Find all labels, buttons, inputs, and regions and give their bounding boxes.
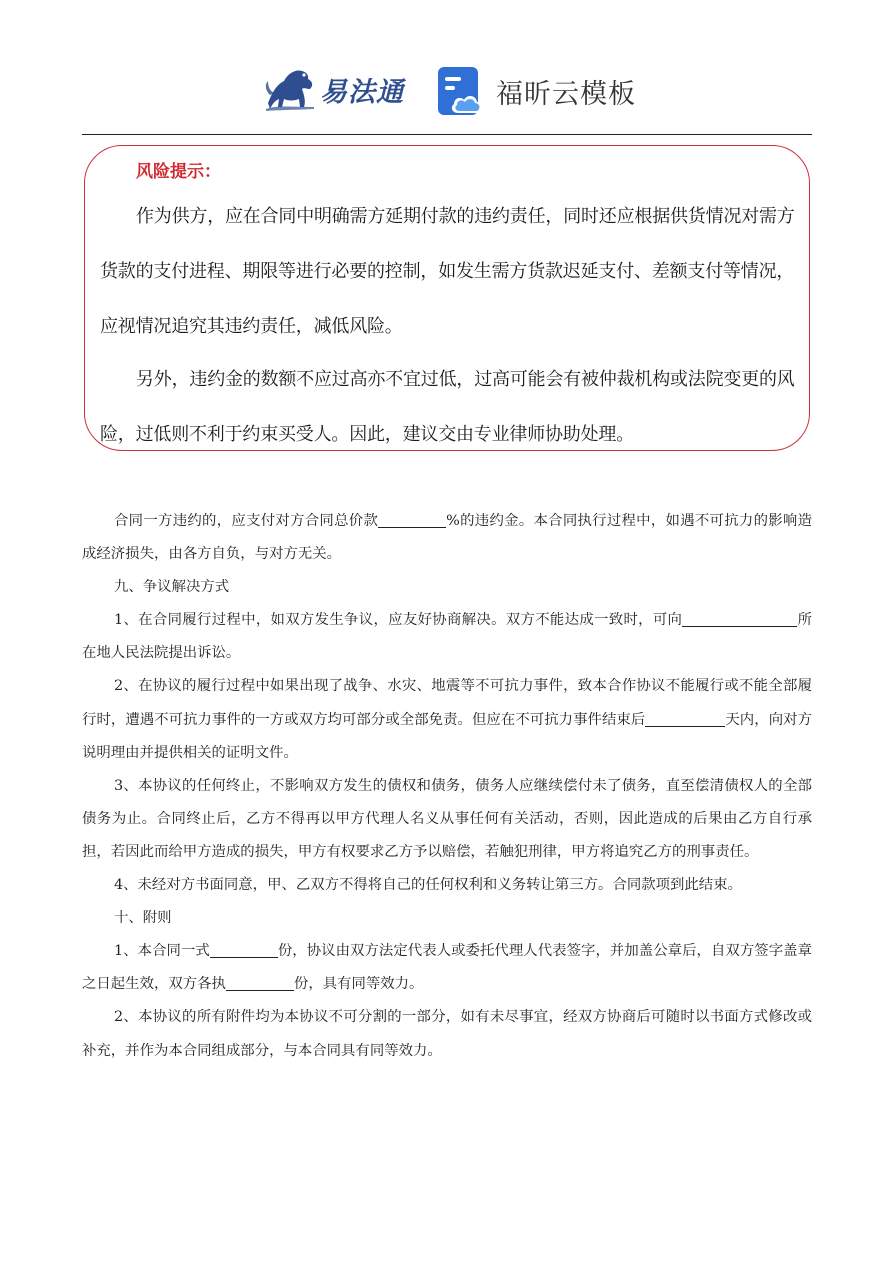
clause-text: %的违约金。本合同执行过程中，如遇不可抗力的影响造成经济损失，由各方自负，与对方无关。 <box>82 513 812 563</box>
fill-in-blank[interactable] <box>645 711 725 726</box>
clause-text: 合同一方违约的，应支付对方合同总价款 <box>114 513 379 529</box>
fill-in-blank[interactable] <box>210 943 278 958</box>
qilin-icon <box>262 63 318 115</box>
document-cloud-icon <box>436 65 488 117</box>
risk-notice-paragraph: 作为供方，应在合同中明确需方延期付款的违约责任，同时还应根据供货情况对需方货款的支付进程、期限等进行必要的控制，如发生需方货款迟延支付、差额支付等情况，应视情况追究其违约责任，减低风险。 <box>100 206 795 337</box>
foxit-cloud-template-logo <box>436 64 636 118</box>
clause-text: 2、在协议的履行过程中如果出现了战争、水灾、地震等不可抗力事件，致本合作协议不能履行或不能全部履行时，遭遇不可抗力事件的一方或双方均可部分或全部免责。但应在不可抗力事件结束后 <box>82 678 812 728</box>
section-heading: 十、附则 <box>114 910 172 927</box>
clause-10-1 <box>82 935 812 1001</box>
fill-in-blank[interactable] <box>745 612 797 627</box>
contract-body <box>82 505 812 1068</box>
clause-text: 1、本合同一式 <box>114 943 210 960</box>
page-header <box>0 0 893 136</box>
clause-9-4: 4、未经对方书面同意，甲、乙双方不得将自己的任何权利和义务转让第三方。合同款项到此结束。 <box>114 877 742 894</box>
section-heading: 九、争议解决方式 <box>114 579 230 596</box>
breach-clause <box>82 505 812 571</box>
clause-10-2: 2、本协议的所有附件均为本协议不可分割的一部分，如有未尽事宜，经双方协商后可随时以书面方式修改或补充，并作为本合同组成部分，与本合同具有同等效力。 <box>82 1009 812 1059</box>
foxit-cloud-template-wordmark: 福昕云模板 <box>496 78 636 110</box>
clause-text: 份，具有同等效力。 <box>293 976 424 993</box>
yifatong-wordmark: 易法通 <box>320 76 404 108</box>
clause-text: 1、在合同履行过程中，如双方发生争议，应友好协商解决。双方不能达成一致时，可向 <box>114 612 683 629</box>
clause-text: 份，协议由双方法定代表人或委托代理人代表签字，并加盖公章后，自双方签字盖章之日起生效，双方各执 <box>82 943 812 993</box>
risk-notice-title: 风险提示： <box>136 162 221 182</box>
yifatong-logo <box>262 62 404 116</box>
fill-in-blank[interactable] <box>378 513 446 528</box>
risk-notice-paragraph: 另外，违约金的数额不应过高亦不宜过低，过高可能会有被仲裁机构或法院变更的风险，过低则不利于约束买受人。因此，建议交由专业律师协助处理。 <box>100 369 795 445</box>
fill-in-blank[interactable] <box>226 976 294 991</box>
clause-9-2 <box>82 670 812 769</box>
clause-9-1 <box>82 604 812 670</box>
clause-text: 所在地人民法院提出诉讼。 <box>82 612 812 662</box>
header-divider <box>82 134 812 135</box>
clause-9-3: 3、本协议的任何终止，不影响双方发生的债权和债务，债务人应继续偿付未了债务，直至偿清债权人的全部债务为止。合同终止后，乙方不得再以甲方代理人名义从事任何有关活动，否则，因此造成的后果由乙方自行承担，若因此而给甲方造成的损失，甲方有权要求乙方予以赔偿，若触犯刑律，甲方将追究乙方的刑事责任。 <box>82 777 812 860</box>
clause-text: 天内，向对方说明理由并提供相关的证明文件。 <box>82 711 812 761</box>
